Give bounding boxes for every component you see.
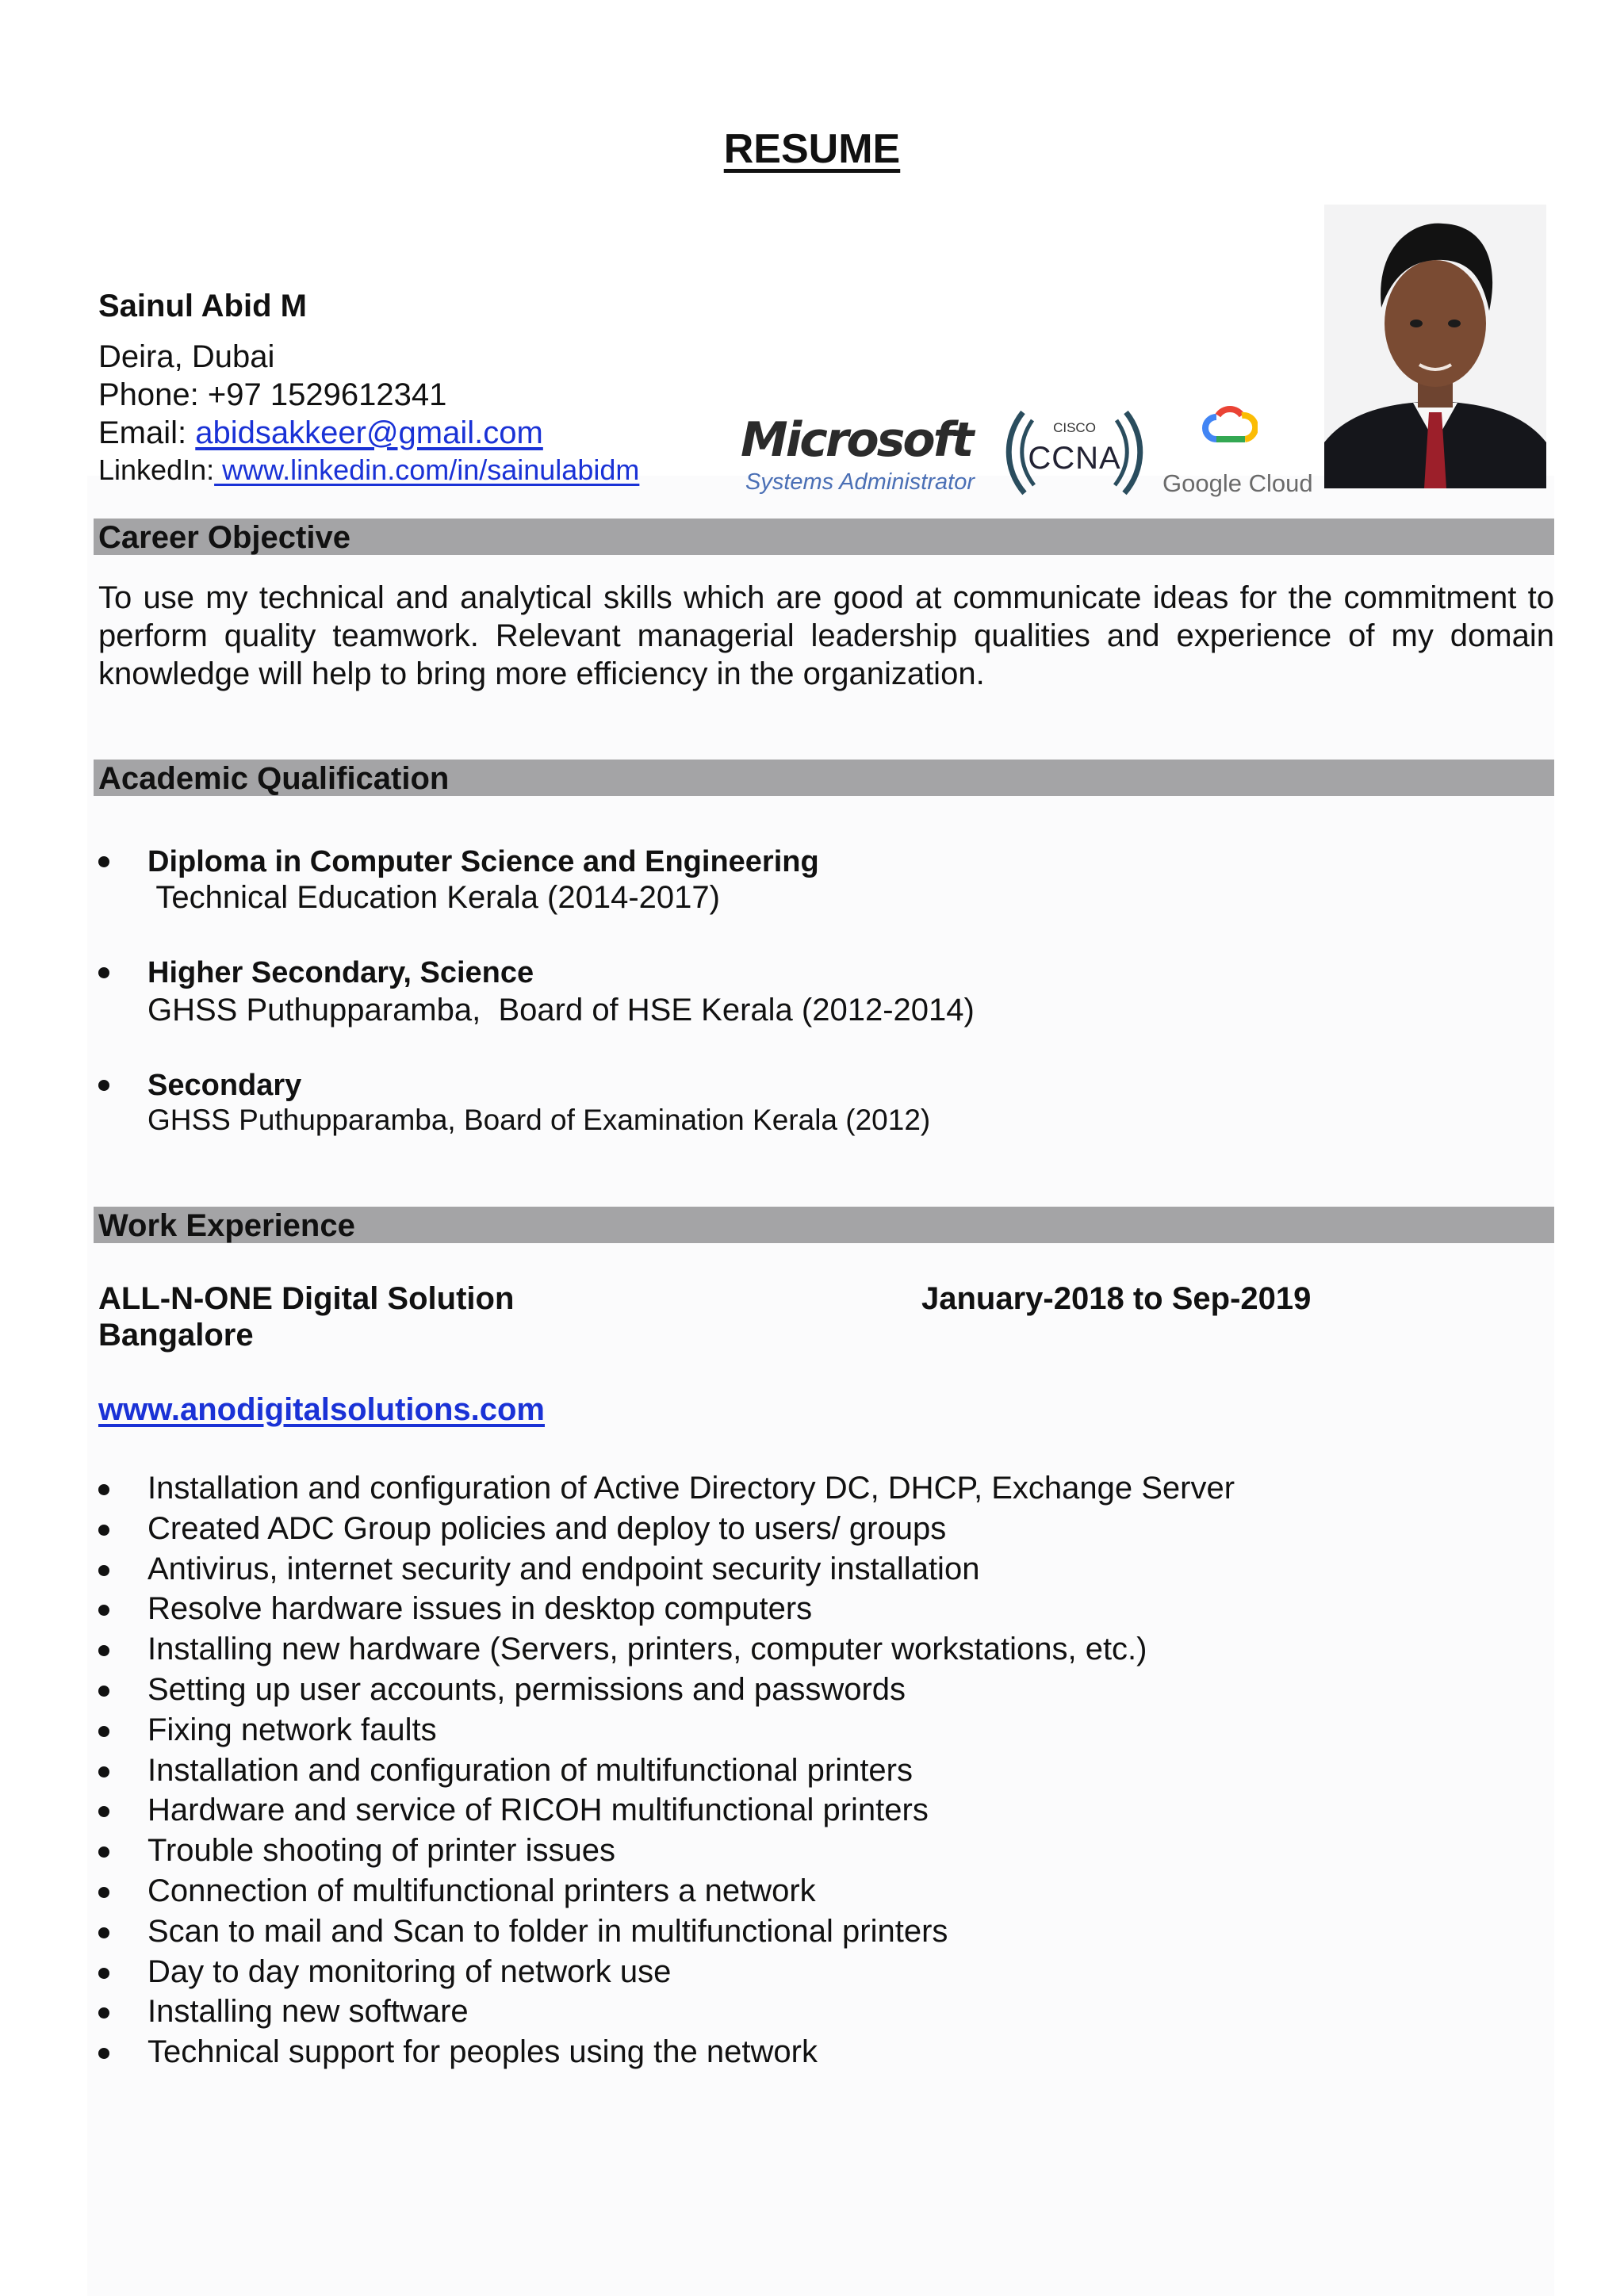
bullet-icon: [98, 967, 109, 978]
cisco-label: CISCO: [1053, 420, 1096, 435]
ccna-label: CCNA: [1028, 441, 1121, 476]
work-duties-list: [98, 1468, 1235, 2072]
list-item: Installation and configuration of multifunctional printers: [98, 1751, 1235, 1791]
email-line: [98, 415, 543, 451]
avatar: [1324, 205, 1546, 488]
linkedin-line: [98, 453, 639, 487]
list-item: Resolve hardware issues in desktop computers: [98, 1589, 1235, 1629]
list-item: Installation and configuration of Active Directory DC, DHCP, Exchange Server: [98, 1468, 1235, 1509]
list-item: Fixing network faults: [98, 1710, 1235, 1751]
bullet-icon: [98, 1080, 109, 1091]
list-item: Installing new hardware (Servers, printers, computer workstations, etc.): [98, 1629, 1235, 1670]
google-cloud-label: Google Cloud: [1162, 469, 1313, 497]
list-item: Created ADC Group policies and deploy to users/ groups: [98, 1509, 1235, 1549]
email-link[interactable]: abidsakkeer@gmail.com: [195, 415, 543, 450]
linkedin-link[interactable]: www.linkedin.com/in/sainulabidm: [214, 453, 640, 486]
academic-item-detail: GHSS Puthupparamba, Board of HSE Kerala (2012-2014): [147, 993, 975, 1027]
list-item: Installing new software: [98, 1992, 1235, 2032]
academic-qualification-heading: Academic Qualification: [98, 761, 450, 796]
list-item: Antivirus, internet security and endpoint security installation: [98, 1549, 1235, 1590]
profile-photo: [1324, 205, 1546, 488]
academic-qualification-header: [94, 760, 1554, 796]
bullet-icon: [98, 856, 109, 867]
list-item: Day to day monitoring of network use: [98, 1952, 1235, 1992]
academic-item-title: Diploma in Computer Science and Engineering: [147, 845, 819, 878]
work-period: January-2018 to Sep-2019: [921, 1281, 1312, 1316]
phone-line: [98, 377, 446, 413]
microsoft-subtitle: Systems Administrator: [745, 469, 975, 495]
list-item: Hardware and service of RICOH multifunctional printers: [98, 1790, 1235, 1831]
list-item: Technical support for peoples using the network: [98, 2032, 1235, 2072]
work-company: ALL-N-ONE Digital Solution: [98, 1281, 515, 1316]
academic-item-title: Secondary: [147, 1069, 302, 1102]
list-item: Scan to mail and Scan to folder in multifunctional printers: [98, 1911, 1235, 1952]
list-item: Setting up user accounts, permissions and passwords: [98, 1670, 1235, 1710]
phone-label: Phone:: [98, 377, 199, 412]
candidate-location: Deira, Dubai: [98, 339, 275, 374]
list-item: Connection of multifunctional printers a network: [98, 1871, 1235, 1911]
google-cloud-icon: [1202, 404, 1258, 447]
company-website-link[interactable]: www.anodigitalsolutions.com: [98, 1392, 545, 1427]
linkedin-label: LinkedIn:: [98, 453, 215, 486]
candidate-name: Sainul Abid M: [98, 289, 307, 323]
phone-number: +97 1529612341: [207, 377, 447, 412]
academic-item-title: Higher Secondary, Science: [147, 956, 534, 989]
email-label: Email:: [98, 415, 187, 450]
google-cloud-logo: [1159, 404, 1313, 501]
academic-item-detail: Technical Education Kerala (2014-2017): [147, 880, 720, 915]
work-city: Bangalore: [98, 1318, 254, 1353]
work-experience-heading: Work Experience: [98, 1208, 355, 1243]
career-objective-header: [94, 519, 1554, 555]
academic-item-detail: GHSS Puthupparamba, Board of Examination Kerala (2012): [147, 1104, 931, 1136]
microsoft-systems-administrator-logo: [741, 412, 975, 501]
career-objective-heading: Career Objective: [98, 520, 350, 555]
career-objective-text: To use my technical and analytical skills which are good at communicate ideas for the commitment to perform quality teamwork. Relevant managerial leadership qualities and experience of my domain knowledge will help to bring more efficiency in the organization.: [98, 580, 1554, 691]
page-title: RESUME: [723, 126, 901, 172]
cisco-ccna-logo: [1001, 404, 1148, 501]
microsoft-wordmark: Microsoft: [741, 412, 972, 468]
list-item: Trouble shooting of printer issues: [98, 1831, 1235, 1871]
work-experience-header: [94, 1207, 1554, 1243]
